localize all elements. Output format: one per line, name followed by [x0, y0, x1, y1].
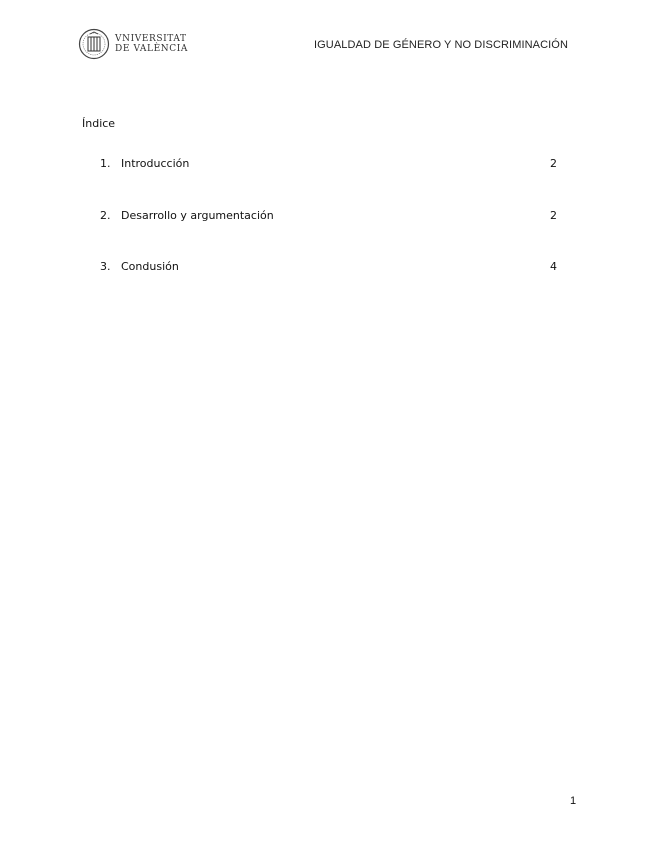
toc-heading: Índice: [82, 117, 116, 130]
toc-list: [0, 0, 655, 300]
toc-entry-page: 2: [550, 209, 557, 222]
toc-entry-number: 3.: [100, 260, 111, 273]
toc-entry: [100, 157, 560, 173]
toc-entry-page: 4: [550, 260, 557, 273]
header-title: IGUALDAD DE GÉNERO Y NO DISCRIMINACIÓN: [314, 39, 568, 51]
toc-entry-title: Introducción: [121, 157, 190, 170]
toc-entry-title: Condusión: [121, 260, 179, 273]
toc-entry: [100, 209, 560, 225]
toc-entry-number: 2.: [100, 209, 111, 222]
toc-entry: [100, 260, 560, 276]
toc-entry-title: Desarrollo y argumentación: [121, 209, 274, 222]
toc-entry-page: 2: [550, 157, 557, 170]
logo-word-bottom: DE VALÈNCIA: [115, 44, 188, 54]
toc-entry-number: 1.: [100, 157, 111, 170]
logo-word-top: VNIVERSITAT: [115, 34, 187, 44]
page-number: 1: [570, 795, 577, 807]
